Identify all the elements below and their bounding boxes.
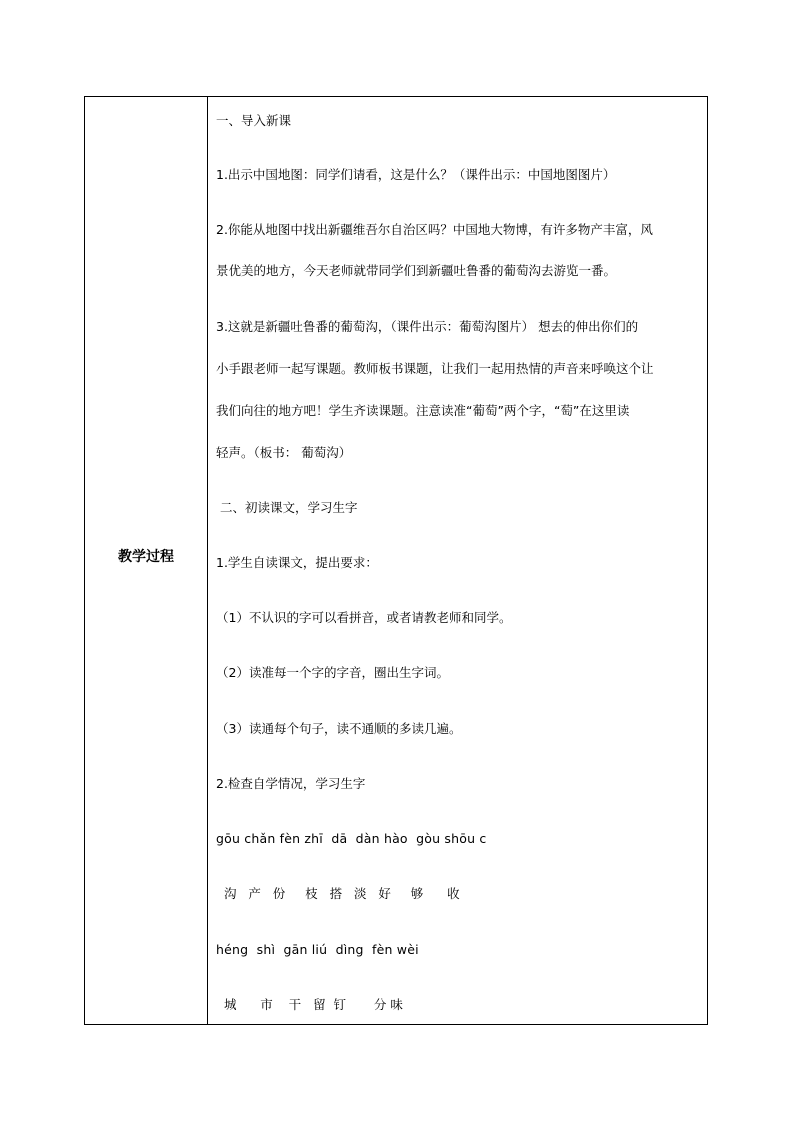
heading-intro: 一、导入新课 xyxy=(216,113,292,128)
paragraph-line: 1.出示中国地图：同学们请看，这是什么？（课件出示：中国地图图片） xyxy=(216,167,616,182)
section-label: 教学过程 xyxy=(118,549,174,565)
paragraph-line: 我们向往的地方吧！学生齐读课题。注意读准“葡萄”两个字，“萄”在这里读 xyxy=(216,403,630,418)
paragraph-line: 轻声。（板书： 葡萄沟） xyxy=(216,445,352,460)
lesson-table xyxy=(84,96,708,1025)
paragraph-line: 2.你能从地图中找出新疆维吾尔自治区吗？中国地大物博，有许多物产丰富，风 xyxy=(216,222,653,237)
paragraph-line: 景优美的地方，今天老师就带同学们到新疆吐鲁番的葡萄沟去游览一番。 xyxy=(216,263,617,278)
paragraph-line: 2.检查自学情况，学习生字 xyxy=(216,776,366,791)
paragraph-line: 3.这就是新疆吐鲁番的葡萄沟，（课件出示：葡萄沟图片） 想去的伸出你们的 xyxy=(216,319,639,334)
paragraph-line: 小手跟老师一起写课题。教师板书课题，让我们一起用热情的声音来呼唤这个让 xyxy=(216,361,654,376)
paragraph-line: （1）不认识的字可以看拼音，或者请教老师和同学。 xyxy=(216,610,512,625)
paragraph-line: 1.学生自读课文，提出要求： xyxy=(216,555,378,570)
pinyin-row: héng shì gān liú dìng fèn wèi xyxy=(216,942,419,957)
label-cell xyxy=(85,97,207,1024)
paragraph-line: （2）读准每一个字的字音，圈出生字词。 xyxy=(216,665,449,680)
character-row: 沟 产 份 枝 搭 淡 好 够 收 xyxy=(216,886,460,901)
character-row: 城 市 干 留 钉 分 味 xyxy=(216,997,403,1012)
column-divider xyxy=(207,97,208,1024)
heading-first-reading: 二、初读课文，学习生字 xyxy=(216,500,358,515)
paragraph-line: （3）读通每个句子，读不通顺的多读几遍。 xyxy=(216,721,462,736)
pinyin-row: gōu chǎn fèn zhī dā dàn hào gòu shōu c xyxy=(216,831,487,846)
